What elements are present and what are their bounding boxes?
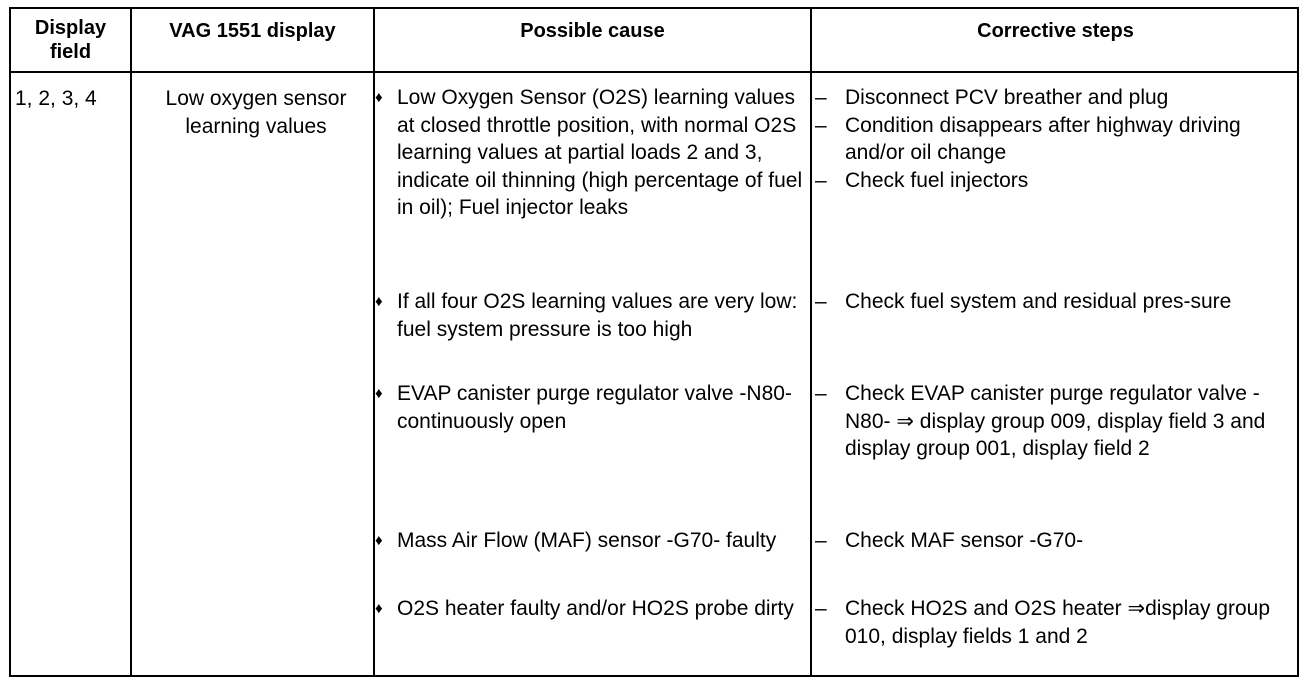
cause-5	[375, 595, 805, 623]
row-vag-display: Low oxygen sensor learning values	[165, 87, 347, 138]
step-text: Check HO2S and O2S heater ⇒display group 010, display fields 1 and 2	[845, 597, 1270, 648]
dash-icon: –	[815, 529, 827, 552]
step-line	[815, 380, 1287, 463]
steps-1	[815, 84, 1287, 194]
steps-4	[815, 527, 1287, 555]
steps-3	[815, 380, 1287, 463]
bullet-diamond-icon: ♦	[375, 532, 383, 549]
cause-text: EVAP canister purge regulator valve -N80- continuously open	[397, 382, 792, 433]
header-possible-cause: Possible cause	[520, 20, 665, 42]
column-divider-1	[130, 9, 132, 675]
cause-3	[375, 380, 805, 435]
header-vag-display: VAG 1551 display	[169, 20, 336, 42]
step-text: Disconnect PCV breather and plug	[845, 86, 1169, 109]
cause-4	[375, 527, 805, 555]
bullet-diamond-icon: ♦	[375, 600, 383, 617]
step-line	[815, 288, 1287, 316]
header-display-field: Display field	[34, 17, 107, 63]
dash-icon: –	[815, 597, 827, 620]
cause-1	[375, 84, 805, 222]
cause-text: Low Oxygen Sensor (O2S) learning values at closed throttle position, with normal O2S learning values at partial loads 2 and 3, indicate oil thinning (high percentage of fuel in oil); Fuel injector leaks	[397, 86, 803, 219]
steps-2	[815, 288, 1287, 316]
step-line	[815, 84, 1287, 112]
step-text: Check fuel injectors	[845, 168, 1029, 192]
step-line	[815, 167, 1287, 195]
dash-icon: –	[815, 86, 827, 109]
cause-text: If all four O2S learning values are very low: fuel system pressure is too high	[397, 290, 798, 341]
row-display-field: 1, 2, 3, 4	[15, 87, 97, 110]
step-text: Check MAF sensor -G70-	[845, 529, 1084, 552]
bullet-diamond-icon: ♦	[375, 293, 383, 310]
step-line	[815, 595, 1287, 650]
cause-text: O2S heater faulty and/or HO2S probe dirty	[397, 597, 794, 620]
step-text: Check fuel system and residual pres-sure	[845, 290, 1232, 313]
step-line	[815, 112, 1287, 167]
step-text: Check EVAP canister purge regulator valve -N80- ⇒ display group 009, display field 3 and display group 001, display field 2	[845, 382, 1266, 460]
step-text: Condition disappears after highway driving and/or oil change	[845, 113, 1241, 164]
header-corrective-steps: Corrective steps	[977, 20, 1134, 42]
dash-icon: –	[815, 168, 827, 192]
dash-icon: –	[815, 382, 827, 405]
bullet-diamond-icon: ♦	[375, 385, 383, 402]
step-line	[815, 527, 1287, 555]
dash-icon: –	[815, 290, 827, 313]
column-divider-3	[810, 9, 812, 675]
bullet-diamond-icon: ♦	[375, 89, 383, 106]
dash-icon: –	[815, 113, 827, 137]
steps-5	[815, 595, 1287, 650]
header-divider	[11, 71, 1297, 73]
cause-2	[375, 288, 805, 343]
cause-text: Mass Air Flow (MAF) sensor -G70- faulty	[397, 529, 777, 552]
